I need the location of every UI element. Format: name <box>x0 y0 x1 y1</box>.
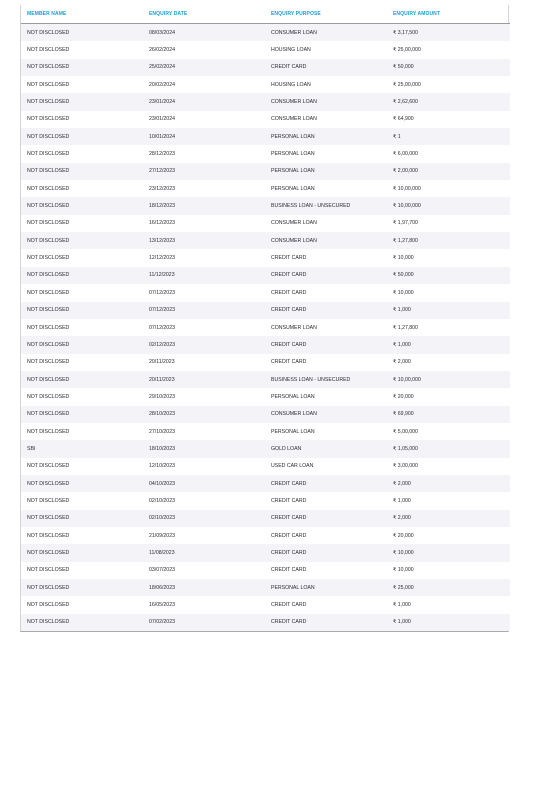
enquiry-purpose-cell: PERSONAL LOAN <box>271 584 315 591</box>
enquiry-date-cell: 27/10/2023 <box>149 428 175 435</box>
member-name-cell: NOT DISCLOSED <box>27 480 70 487</box>
column-header-enquiry-date: ENQUIRY DATE <box>143 5 265 24</box>
member-name-cell: NOT DISCLOSED <box>27 376 70 383</box>
enquiry-purpose-cell: CONSUMER LOAN <box>271 29 317 36</box>
member-name-cell: SBI <box>27 445 36 452</box>
table-row <box>21 41 510 58</box>
enquiry-amount-cell: ₹ 69,900 <box>393 411 414 418</box>
enquiry-date-cell: 26/02/2024 <box>149 47 175 54</box>
enquiry-purpose-cell: CREDIT CARD <box>271 619 307 626</box>
member-name-cell: NOT DISCLOSED <box>27 168 70 175</box>
table-row <box>21 354 510 371</box>
enquiry-amount-cell: ₹ 10,000 <box>393 255 414 262</box>
enquiry-purpose-cell: USED CAR LOAN <box>271 463 314 470</box>
member-name-cell: NOT DISCLOSED <box>27 116 70 123</box>
table-body <box>21 24 510 632</box>
enquiry-purpose-cell: PERSONAL LOAN <box>271 133 315 140</box>
enquiry-amount-cell: ₹ 2,000 <box>393 359 411 366</box>
member-name-cell: NOT DISCLOSED <box>27 515 70 522</box>
member-name-cell: NOT DISCLOSED <box>27 428 70 435</box>
enquiry-date-cell: 21/09/2023 <box>149 532 175 539</box>
enquiry-purpose-cell: CREDIT CARD <box>271 307 307 314</box>
enquiry-purpose-cell: GOLD LOAN <box>271 445 302 452</box>
table-row <box>21 111 510 128</box>
enquiry-amount-cell: ₹ 6,00,000 <box>393 151 418 158</box>
table-row <box>21 475 510 492</box>
table-row <box>21 458 510 475</box>
enquiry-date-cell: 18/10/2023 <box>149 445 175 452</box>
enquiry-purpose-cell: CREDIT CARD <box>271 497 307 504</box>
enquiry-date-cell: 23/01/2024 <box>149 116 175 123</box>
table-row <box>21 440 510 457</box>
enquiry-date-cell: 16/12/2023 <box>149 220 175 227</box>
enquiry-date-cell: 18/06/2023 <box>149 584 175 591</box>
enquiry-amount-cell: ₹ 25,00,000 <box>393 47 421 54</box>
enquiry-purpose-cell: HOUSING LOAN <box>271 47 311 54</box>
member-name-cell: NOT DISCLOSED <box>27 549 70 556</box>
table-row <box>21 93 510 110</box>
table-row <box>21 492 510 509</box>
enquiry-amount-cell: ₹ 20,000 <box>393 532 414 539</box>
enquiry-amount-cell: ₹ 10,000 <box>393 289 414 296</box>
member-name-cell: NOT DISCLOSED <box>27 203 70 210</box>
enquiry-amount-cell: ₹ 2,000 <box>393 480 411 487</box>
table-row <box>21 406 510 423</box>
table-row <box>21 215 510 232</box>
enquiry-amount-cell: ₹ 25,000 <box>393 584 414 591</box>
table-row <box>21 128 510 145</box>
table-row <box>21 267 510 284</box>
enquiry-amount-cell: ₹ 25,00,000 <box>393 81 421 88</box>
enquiry-purpose-cell: CONSUMER LOAN <box>271 116 317 123</box>
table-row <box>21 423 510 440</box>
member-name-cell: NOT DISCLOSED <box>27 133 70 140</box>
enquiry-amount-cell: ₹ 1 <box>393 133 401 140</box>
member-name-cell: NOT DISCLOSED <box>27 567 70 574</box>
member-name-cell: NOT DISCLOSED <box>27 47 70 54</box>
enquiry-purpose-cell: CONSUMER LOAN <box>271 99 317 106</box>
enquiry-purpose-cell: PERSONAL LOAN <box>271 185 315 192</box>
enquiry-purpose-cell: CONSUMER LOAN <box>271 411 317 418</box>
enquiry-purpose-cell: CREDIT CARD <box>271 602 307 609</box>
enquiry-amount-cell: ₹ 1,27,800 <box>393 237 418 244</box>
table-row <box>21 24 510 42</box>
enquiry-amount-cell: ₹ 1,000 <box>393 602 411 609</box>
enquiry-date-cell: 04/10/2023 <box>149 480 175 487</box>
enquiry-purpose-cell: PERSONAL LOAN <box>271 393 315 400</box>
table-header-row <box>21 5 510 24</box>
enquiry-date-cell: 28/12/2023 <box>149 151 175 158</box>
table-row <box>21 59 510 76</box>
enquiry-amount-cell: ₹ 1,000 <box>393 341 411 348</box>
enquiry-date-cell: 11/08/2023 <box>149 549 175 556</box>
enquiry-date-cell: 18/12/2023 <box>149 203 175 210</box>
table-row <box>21 388 510 405</box>
enquiry-date-cell: 20/02/2024 <box>149 81 175 88</box>
table-row <box>21 336 510 353</box>
enquiry-date-cell: 12/10/2023 <box>149 463 175 470</box>
enquiry-date-cell: 07/12/2023 <box>149 324 175 331</box>
enquiry-purpose-cell: PERSONAL LOAN <box>271 151 315 158</box>
enquiry-table-container <box>20 5 509 632</box>
enquiry-date-cell: 27/12/2023 <box>149 168 175 175</box>
member-name-cell: NOT DISCLOSED <box>27 237 70 244</box>
table-row <box>21 232 510 249</box>
table-row <box>21 180 510 197</box>
enquiry-date-cell: 25/02/2024 <box>149 64 175 71</box>
member-name-cell: NOT DISCLOSED <box>27 463 70 470</box>
member-name-cell: NOT DISCLOSED <box>27 393 70 400</box>
member-name-cell: NOT DISCLOSED <box>27 99 70 106</box>
enquiry-amount-cell: ₹ 1,05,000 <box>393 445 418 452</box>
enquiry-purpose-cell: BUSINESS LOAN - UNSECURED <box>271 203 351 210</box>
enquiry-date-cell: 28/10/2023 <box>149 411 175 418</box>
table-row <box>21 145 510 162</box>
enquiry-purpose-cell: PERSONAL LOAN <box>271 428 315 435</box>
enquiry-amount-cell: ₹ 50,000 <box>393 64 414 71</box>
enquiry-amount-cell: ₹ 1,27,800 <box>393 324 418 331</box>
enquiry-date-cell: 12/12/2023 <box>149 255 175 262</box>
enquiry-date-cell: 07/12/2023 <box>149 289 175 296</box>
member-name-cell: NOT DISCLOSED <box>27 307 70 314</box>
member-name-cell: NOT DISCLOSED <box>27 220 70 227</box>
enquiry-amount-cell: ₹ 1,000 <box>393 497 411 504</box>
table-row <box>21 544 510 561</box>
enquiry-amount-cell: ₹ 2,00,000 <box>393 168 418 175</box>
table-row <box>21 510 510 527</box>
enquiry-date-cell: 07/02/2023 <box>149 619 175 626</box>
enquiry-purpose-cell: PERSONAL LOAN <box>271 168 315 175</box>
enquiry-amount-cell: ₹ 5,00,000 <box>393 428 418 435</box>
enquiry-date-cell: 20/11/2023 <box>149 376 175 383</box>
enquiry-amount-cell: ₹ 3,00,000 <box>393 463 418 470</box>
table-row <box>21 596 510 613</box>
member-name-cell: NOT DISCLOSED <box>27 185 70 192</box>
table-row <box>21 579 510 596</box>
table-row <box>21 527 510 544</box>
table-row <box>21 249 510 266</box>
member-name-cell: NOT DISCLOSED <box>27 497 70 504</box>
enquiry-date-cell: 16/05/2023 <box>149 602 175 609</box>
enquiry-date-cell: 29/10/2023 <box>149 393 175 400</box>
enquiry-purpose-cell: CONSUMER LOAN <box>271 237 317 244</box>
enquiry-amount-cell: ₹ 20,000 <box>393 393 414 400</box>
enquiry-purpose-cell: BUSINESS LOAN - UNSECURED <box>271 376 351 383</box>
column-header-enquiry-amount: ENQUIRY AMOUNT <box>387 5 510 24</box>
member-name-cell: NOT DISCLOSED <box>27 324 70 331</box>
enquiry-purpose-cell: CREDIT CARD <box>271 341 307 348</box>
member-name-cell: NOT DISCLOSED <box>27 584 70 591</box>
member-name-cell: NOT DISCLOSED <box>27 64 70 71</box>
member-name-cell: NOT DISCLOSED <box>27 255 70 262</box>
enquiry-date-cell: 23/12/2023 <box>149 185 175 192</box>
member-name-cell: NOT DISCLOSED <box>27 151 70 158</box>
enquiry-date-cell: 11/12/2023 <box>149 272 175 279</box>
enquiry-purpose-cell: CREDIT CARD <box>271 272 307 279</box>
enquiry-amount-cell: ₹ 50,000 <box>393 272 414 279</box>
enquiry-date-cell: 08/03/2024 <box>149 29 175 36</box>
enquiry-purpose-cell: HOUSING LOAN <box>271 81 311 88</box>
enquiry-amount-cell: ₹ 3,17,500 <box>393 29 418 36</box>
enquiry-amount-cell: ₹ 2,000 <box>393 515 411 522</box>
table-row <box>21 76 510 93</box>
column-header-enquiry-purpose: ENQUIRY PURPOSE <box>265 5 387 24</box>
enquiry-purpose-cell: CREDIT CARD <box>271 549 307 556</box>
enquiry-date-cell: 13/12/2023 <box>149 237 175 244</box>
enquiry-amount-cell: ₹ 64,900 <box>393 116 414 123</box>
enquiry-amount-cell: ₹ 10,000 <box>393 567 414 574</box>
enquiry-purpose-cell: CREDIT CARD <box>271 532 307 539</box>
enquiry-amount-cell: ₹ 10,000 <box>393 549 414 556</box>
enquiry-amount-cell: ₹ 10,00,000 <box>393 376 421 383</box>
table-row <box>21 284 510 301</box>
enquiry-purpose-cell: CREDIT CARD <box>271 255 307 262</box>
enquiry-purpose-cell: CREDIT CARD <box>271 289 307 296</box>
enquiry-date-cell: 03/07/2023 <box>149 567 175 574</box>
member-name-cell: NOT DISCLOSED <box>27 619 70 626</box>
table-row <box>21 197 510 214</box>
enquiry-date-cell: 20/11/2023 <box>149 359 175 366</box>
enquiry-amount-cell: ₹ 1,000 <box>393 619 411 626</box>
enquiry-purpose-cell: CREDIT CARD <box>271 480 307 487</box>
member-name-cell: NOT DISCLOSED <box>27 341 70 348</box>
enquiry-purpose-cell: CONSUMER LOAN <box>271 324 317 331</box>
enquiry-amount-cell: ₹ 1,000 <box>393 307 411 314</box>
enquiry-table <box>21 5 510 631</box>
enquiry-purpose-cell: CREDIT CARD <box>271 64 307 71</box>
member-name-cell: NOT DISCLOSED <box>27 81 70 88</box>
member-name-cell: NOT DISCLOSED <box>27 359 70 366</box>
enquiry-date-cell: 02/12/2023 <box>149 341 175 348</box>
enquiry-date-cell: 02/10/2023 <box>149 497 175 504</box>
table-row <box>21 302 510 319</box>
enquiry-date-cell: 07/12/2023 <box>149 307 175 314</box>
member-name-cell: NOT DISCLOSED <box>27 289 70 296</box>
table-row <box>21 562 510 579</box>
enquiry-amount-cell: ₹ 10,00,000 <box>393 185 421 192</box>
enquiry-amount-cell: ₹ 2,62,600 <box>393 99 418 106</box>
enquiry-date-cell: 10/01/2024 <box>149 133 175 140</box>
member-name-cell: NOT DISCLOSED <box>27 532 70 539</box>
enquiry-amount-cell: ₹ 10,00,000 <box>393 203 421 210</box>
enquiry-purpose-cell: CREDIT CARD <box>271 567 307 574</box>
enquiry-purpose-cell: CREDIT CARD <box>271 515 307 522</box>
table-row <box>21 163 510 180</box>
table-row <box>21 319 510 336</box>
member-name-cell: NOT DISCLOSED <box>27 29 70 36</box>
enquiry-date-cell: 02/10/2023 <box>149 515 175 522</box>
enquiry-date-cell: 23/01/2024 <box>149 99 175 106</box>
enquiry-purpose-cell: CREDIT CARD <box>271 359 307 366</box>
table-row <box>21 371 510 388</box>
member-name-cell: NOT DISCLOSED <box>27 272 70 279</box>
member-name-cell: NOT DISCLOSED <box>27 411 70 418</box>
table-row <box>21 614 510 631</box>
column-header-member-name: MEMBER NAME <box>21 5 143 24</box>
enquiry-amount-cell: ₹ 1,97,700 <box>393 220 418 227</box>
enquiry-purpose-cell: CONSUMER LOAN <box>271 220 317 227</box>
member-name-cell: NOT DISCLOSED <box>27 602 70 609</box>
